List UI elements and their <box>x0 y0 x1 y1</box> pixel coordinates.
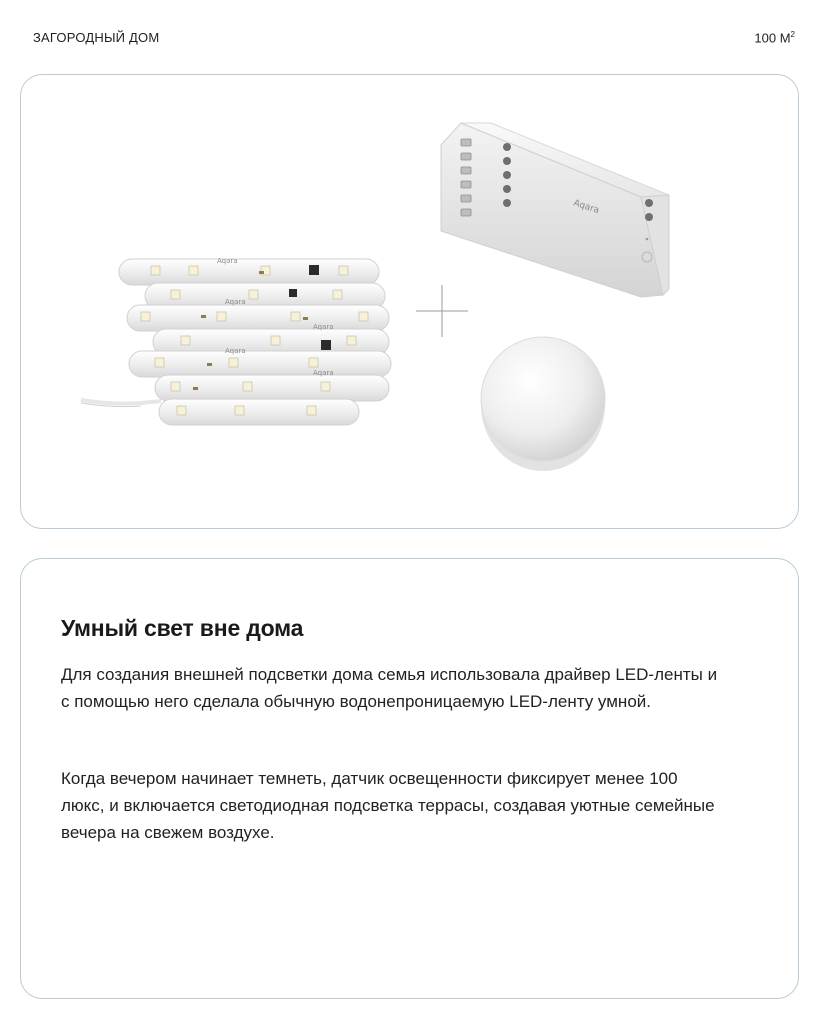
strip-brand-label-4: Aqara <box>225 347 246 355</box>
description-card <box>20 558 799 999</box>
card-title: Умный свет вне дома <box>61 615 304 641</box>
strip-brand-label-2: Aqara <box>225 298 246 306</box>
plus-icon <box>416 285 468 337</box>
product-illustration <box>21 75 799 529</box>
led-strip-image <box>81 257 391 425</box>
description-paragraph-1: Для создания внешней подсветки дома семья использовала драйвер LED-ленты и с помощью него сделала обычную водонепроницаемую LED-ленту умной. <box>61 665 718 711</box>
description-paragraph-2: Когда вечером начинает темнеть, датчик освещенности фиксирует менее 100 люкс, и включается светодиодная подсветка террасы, создавая уютные семейные вечера на свежем воздухе. <box>61 769 715 842</box>
led-driver-image <box>441 123 669 297</box>
strip-brand-label-3: Aqara <box>313 323 334 331</box>
area-label <box>754 30 795 45</box>
product-image-card <box>20 74 799 529</box>
light-sensor-image <box>481 337 605 471</box>
section-label: ЗАГОРОДНЫЙ ДОМ <box>33 30 160 45</box>
area-unit-superscript: 2 <box>790 30 795 39</box>
strip-brand-label-1: Aqara <box>217 257 238 265</box>
driver-brand-label: Aqara <box>572 198 601 217</box>
strip-brand-label-5: Aqara <box>313 369 334 377</box>
area-value: 100 М <box>754 30 791 46</box>
